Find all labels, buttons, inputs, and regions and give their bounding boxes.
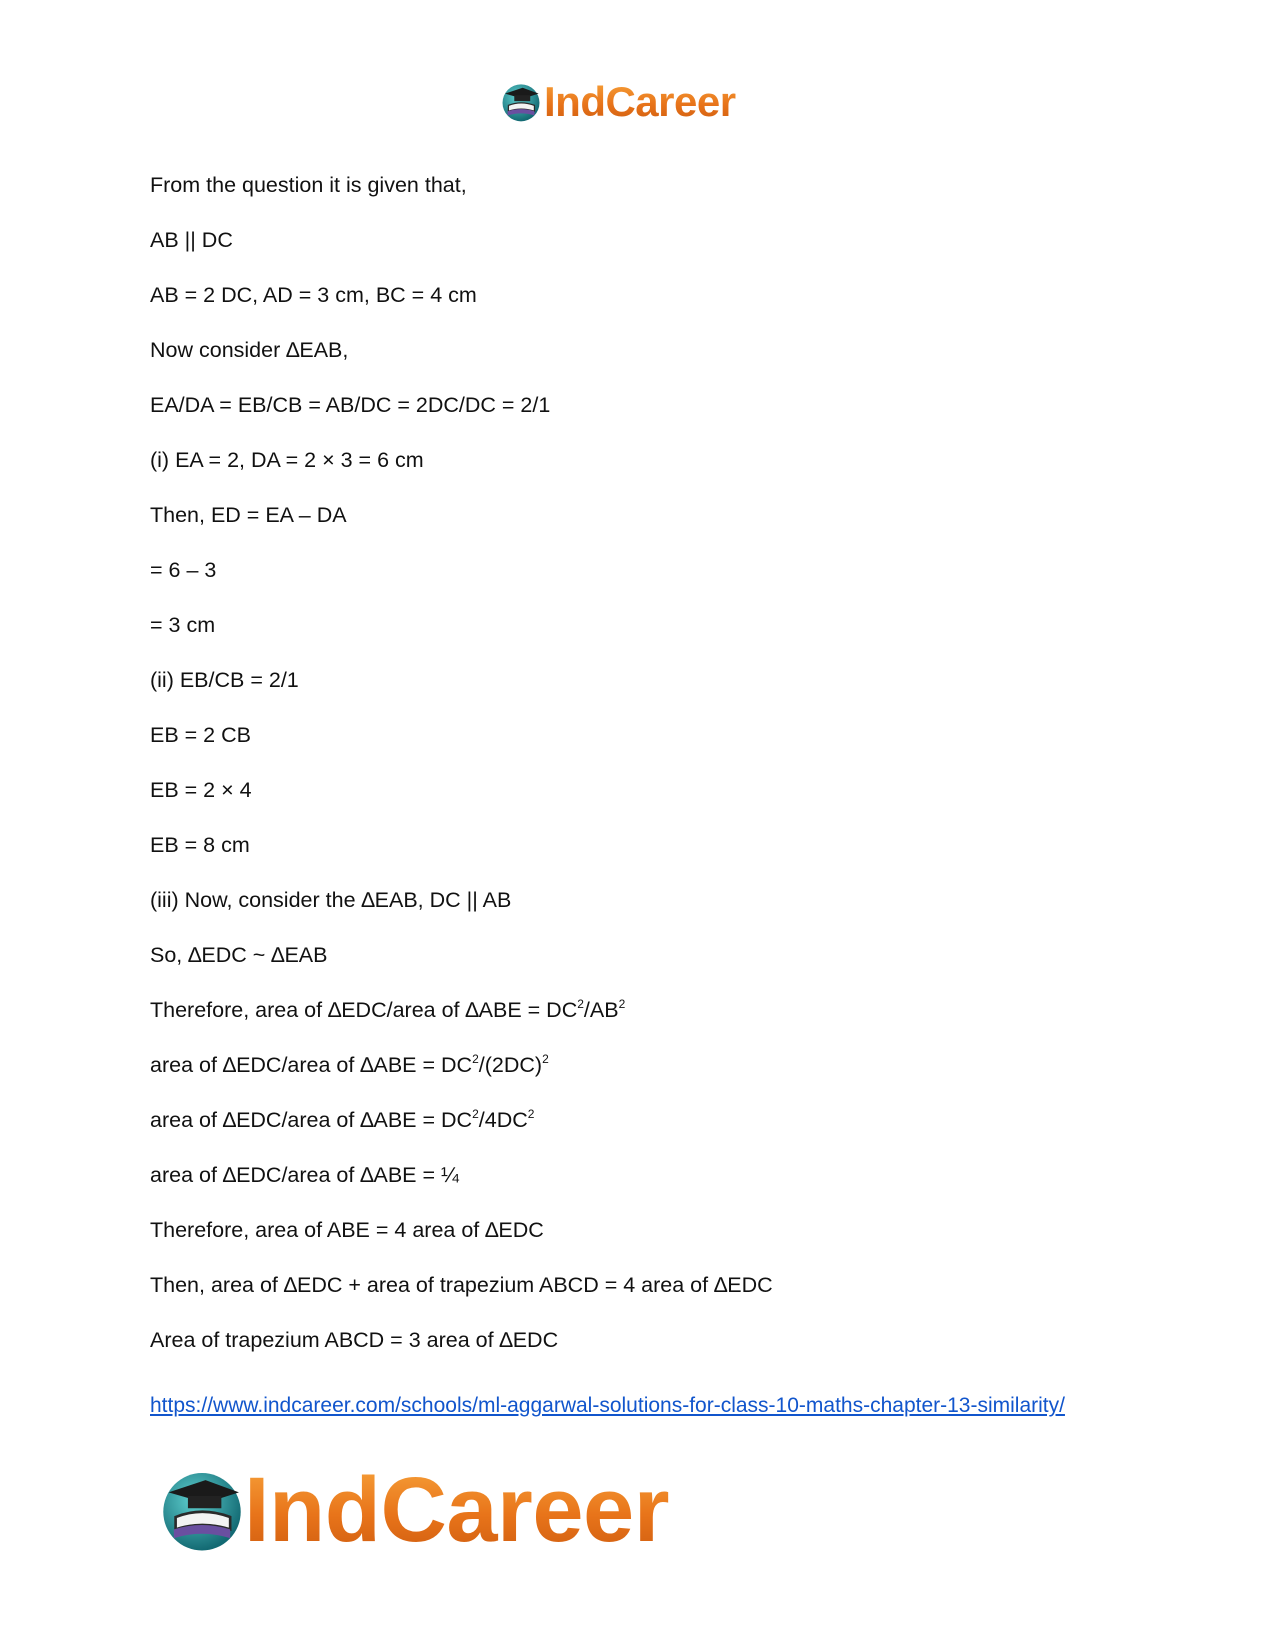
formula-text: area of ∆EDC/area of ∆ABE = DC: [150, 1108, 473, 1132]
text-line: So, ∆EDC ~ ∆EAB: [150, 943, 328, 967]
footer-logo: [158, 1459, 669, 1561]
text-line: (iii) Now, consider the ∆EAB, DC || AB: [150, 888, 512, 912]
text-line: EB = 2 CB: [150, 723, 251, 747]
source-link[interactable]: https://www.indcareer.com/schools/ml-aggarwal-solutions-for-class-10-maths-chapter-13-similarity/: [150, 1394, 1065, 1417]
text-line: EB = 2 × 4: [150, 778, 252, 802]
superscript: 2: [618, 997, 626, 1011]
text-line: (ii) EB/CB = 2/1: [150, 668, 299, 692]
formula-text: area of ∆EDC/area of ∆ABE = DC: [150, 1053, 473, 1077]
text-line: Now consider ∆EAB,: [150, 338, 349, 362]
footer-logo-text: IndCareer: [244, 1459, 669, 1561]
text-line: Therefore, area of ABE = 4 area of ∆EDC: [150, 1218, 544, 1242]
text-line: area of ∆EDC/area of ∆ABE = ¼: [150, 1163, 459, 1187]
formula-line: [150, 997, 1130, 1023]
graduation-cap-book-globe-icon: [500, 81, 542, 123]
text-line: AB || DC: [150, 228, 233, 252]
text-line: = 6 – 3: [150, 558, 217, 582]
formula-text: /(2DC): [478, 1053, 543, 1077]
text-line: Area of trapezium ABCD = 3 area of ∆EDC: [150, 1328, 559, 1352]
formula-text: Therefore, area of ∆EDC/area of ∆ABE = DC: [150, 998, 578, 1022]
text-line: Then, area of ∆EDC + area of trapezium ABCD = 4 area of ∆EDC: [150, 1273, 773, 1297]
header-logo-text: IndCareer: [544, 78, 736, 125]
text-line: EB = 8 cm: [150, 833, 250, 857]
text-line: AB = 2 DC, AD = 3 cm, BC = 4 cm: [150, 283, 477, 307]
text-line: EA/DA = EB/CB = AB/DC = 2DC/DC = 2/1: [150, 393, 551, 417]
superscript: 2: [527, 1107, 535, 1121]
text-line: (i) EA = 2, DA = 2 × 3 = 6 cm: [150, 448, 424, 472]
graduation-cap-book-globe-icon: [158, 1466, 246, 1554]
text-line: From the question it is given that,: [150, 173, 467, 197]
superscript: 2: [577, 997, 584, 1011]
solution-text: [150, 172, 1130, 1382]
superscript: 2: [472, 1107, 479, 1121]
superscript: 2: [542, 1052, 549, 1066]
formula-line: [150, 1052, 1130, 1078]
text-line: Then, ED = EA – DA: [150, 503, 347, 527]
text-line: = 3 cm: [150, 613, 216, 637]
formula-text: /AB: [583, 998, 619, 1022]
superscript: 2: [472, 1052, 479, 1066]
formula-line: [150, 1107, 1130, 1133]
formula-text: /4DC: [478, 1108, 528, 1132]
header-logo: [500, 80, 736, 124]
